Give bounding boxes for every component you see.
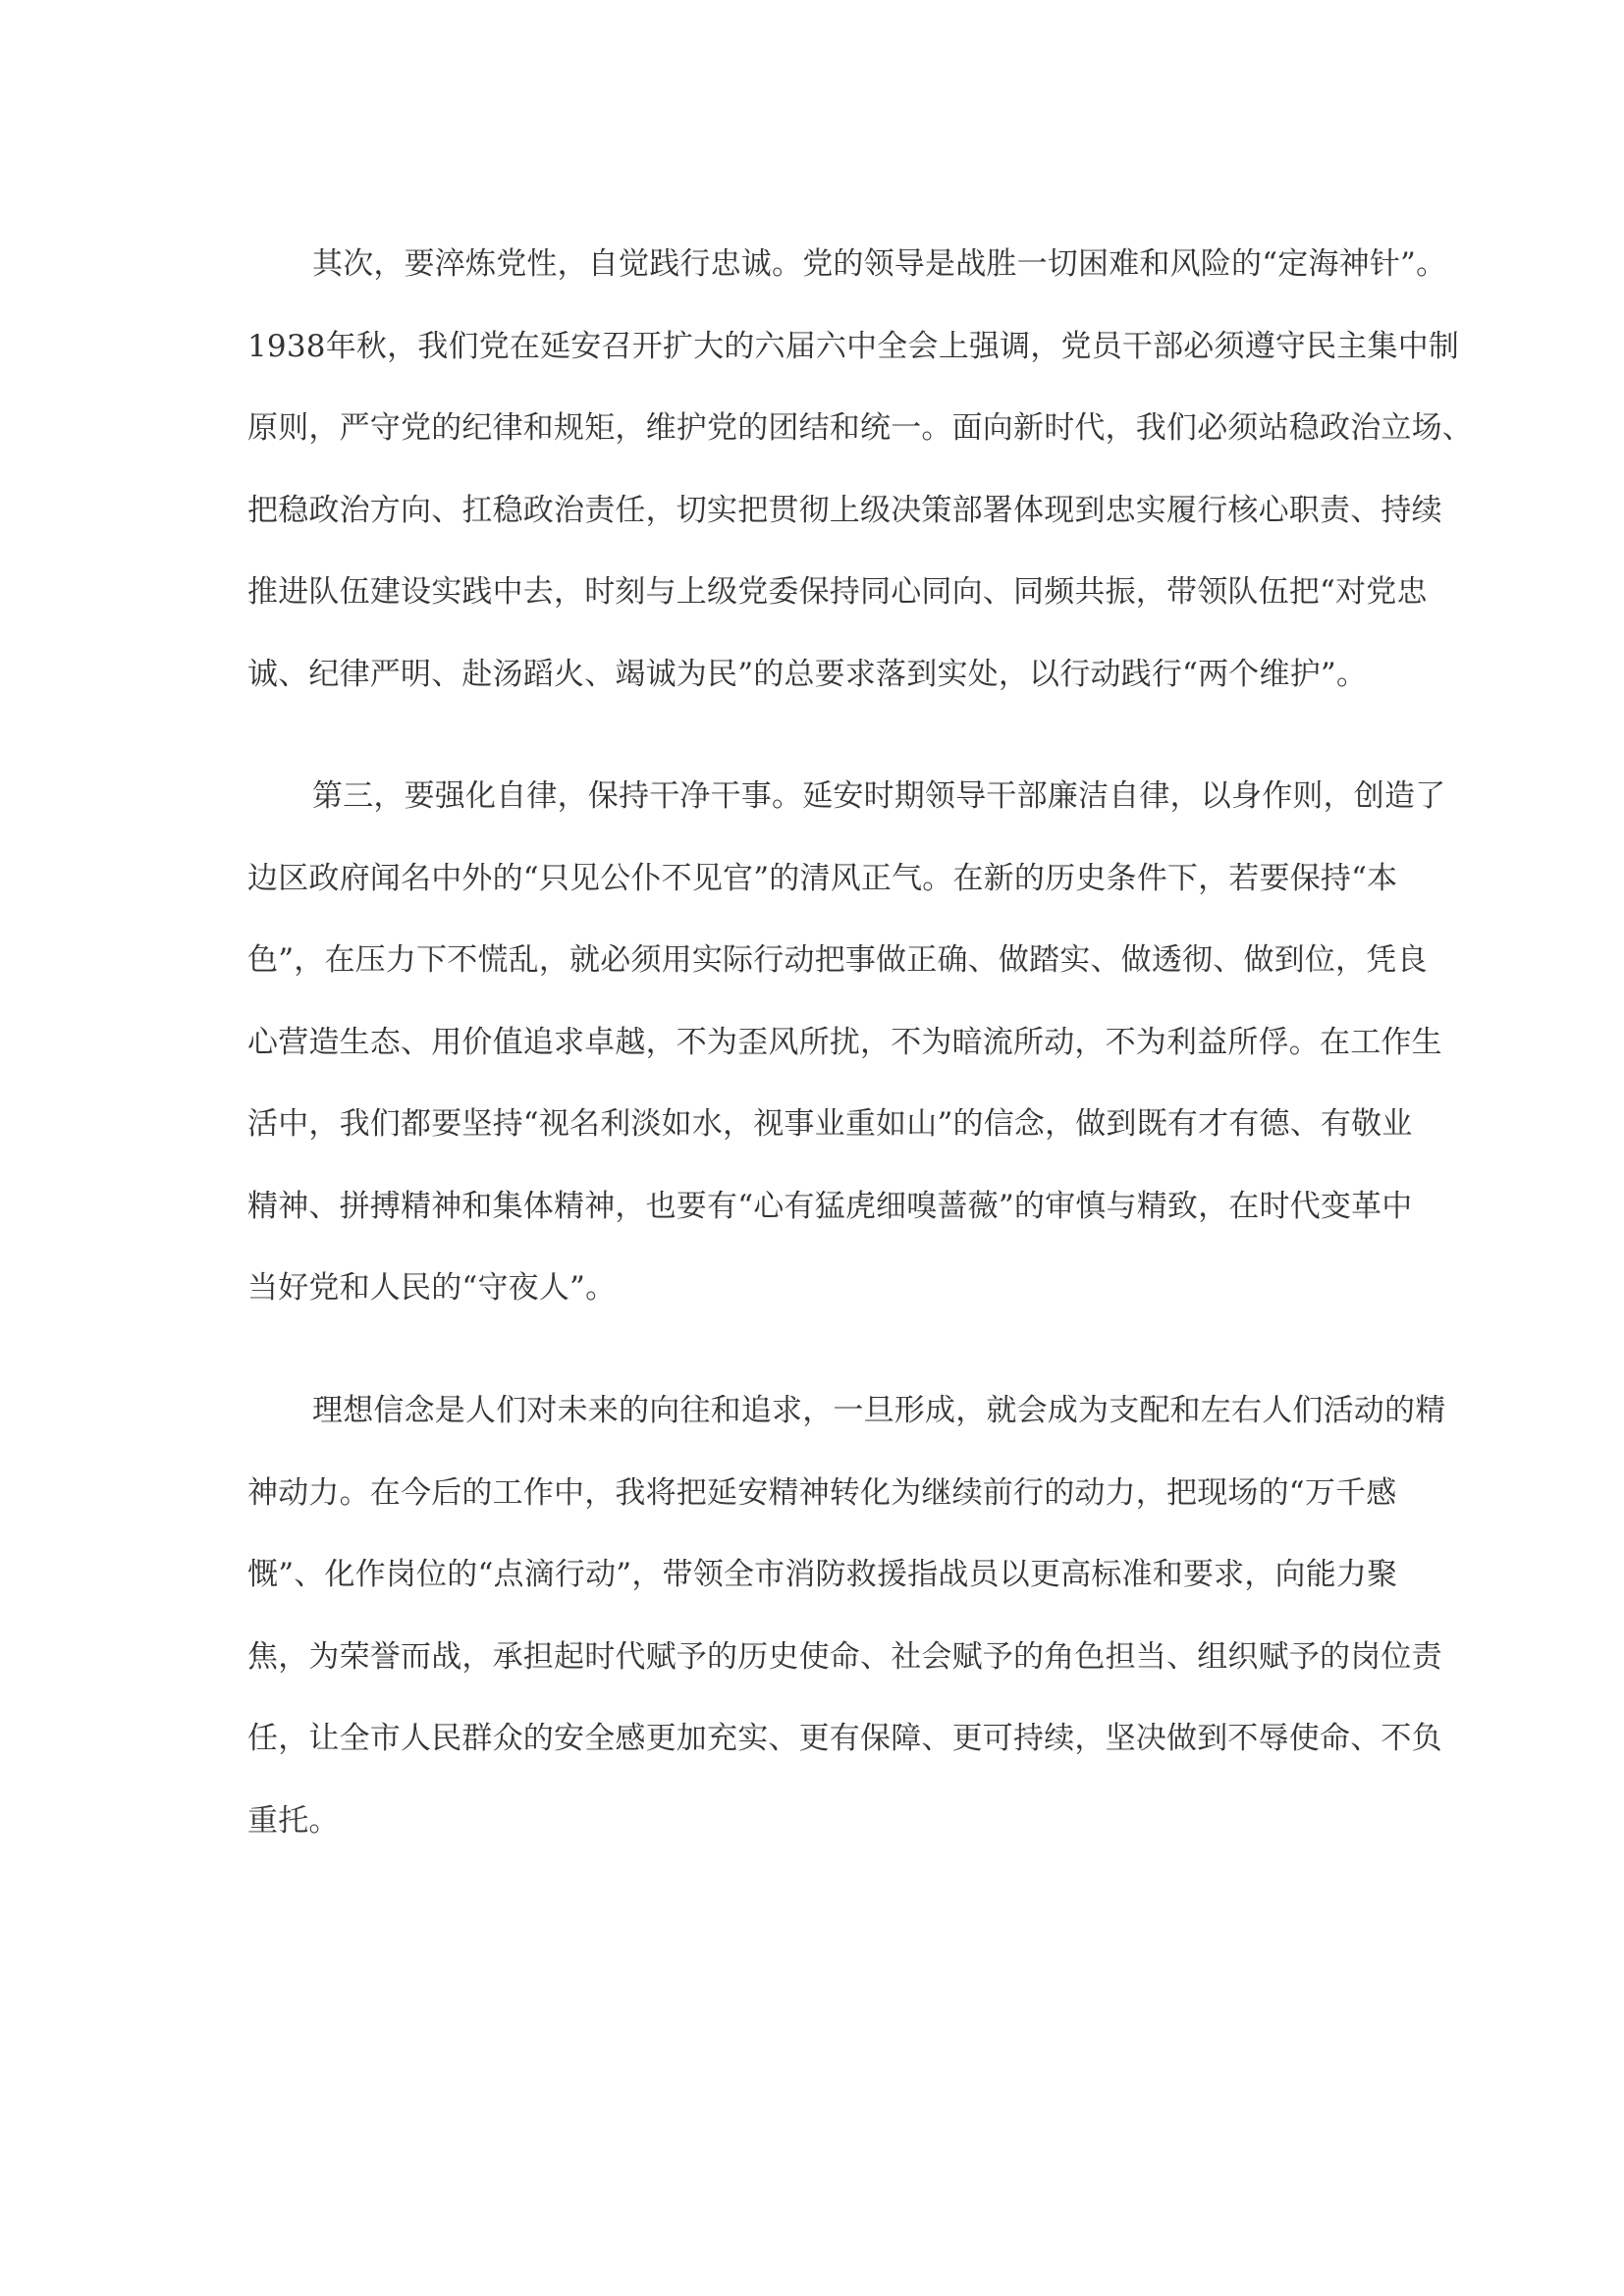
paragraph-line: 原则，严守党的纪律和规矩，维护党的团结和统一。面向新时代，我们必须站稳政治立场、 bbox=[247, 410, 1473, 446]
paragraph-line: 把稳政治方向、扛稳政治责任，切实把贯彻上级决策部署体现到忠实履行核心职责、持续 bbox=[247, 492, 1442, 528]
paragraph-line: 重托。 bbox=[247, 1802, 340, 1839]
paragraph-line: 焦，为荣誉而战，承担起时代赋予的历史使命、社会赋予的角色担当、组织赋予的岗位责 bbox=[247, 1638, 1442, 1675]
paragraph-line: 边区政府闻名中外的“只见公仆不见官”的清风正气。在新的历史条件下，若要保持“本 bbox=[247, 860, 1398, 896]
paragraph-loyalty bbox=[247, 224, 1473, 716]
paragraph-line: 推进队伍建设实践中去，时刻与上级党委保持同心同向、同频共振，带领队伍把“对党忠 bbox=[247, 574, 1428, 610]
paragraph-line: 任，让全市人民群众的安全感更加充实、更有保障、更可持续，坚决做到不辱使命、不负 bbox=[247, 1721, 1442, 1756]
paragraph-line: 色”，在压力下不慌乱，就必须用实际行动把事做正确、做踏实、做透彻、做到位，凭良 bbox=[247, 942, 1428, 978]
paragraph-line: 第三，要强化自律，保持干净干事。延安时期领导干部廉洁自律，以身作则，创造了 bbox=[312, 778, 1446, 814]
paragraph-line: 活中，我们都要坚持“视名利淡如水，视事业重如山”的信念，做到既有才有德、有敬业 bbox=[247, 1106, 1413, 1142]
paragraph-self-discipline bbox=[247, 756, 1446, 1330]
paragraph-line: 诚、纪律严明、赴汤蹈火、竭诚为民”的总要求落到实处，以行动践行“两个维护”。 bbox=[247, 656, 1368, 692]
paragraph-line: 理想信念是人们对未来的向往和追求，一旦形成，就会成为支配和左右人们活动的精 bbox=[312, 1393, 1446, 1428]
paragraph-ideals bbox=[247, 1370, 1446, 1862]
paragraph-line: 1938年秋，我们党在延安召开扩大的六届六中全会上强调，党员干部必须遵守民主集中制 bbox=[247, 328, 1460, 364]
paragraph-line: 其次，要淬炼党性，自觉践行忠诚。党的领导是战胜一切困难和风险的“定海神针”。 bbox=[312, 246, 1447, 282]
paragraph-line: 当好党和人民的“守夜人”。 bbox=[247, 1270, 617, 1306]
paragraph-line: 精神、拼搏精神和集体精神，也要有“心有猛虎细嗅蔷薇”的审慎与精致，在时代变革中 bbox=[247, 1188, 1413, 1224]
paragraph-line: 神动力。在今后的工作中，我将把延安精神转化为继续前行的动力，把现场的“万千感 bbox=[247, 1474, 1397, 1511]
paragraph-line: 慨”、化作岗位的“点滴行动”，带领全市消防救援指战员以更高标准和要求，向能力聚 bbox=[247, 1557, 1398, 1592]
paragraph-line: 心营造生态、用价值追求卓越，不为歪风所扰，不为暗流所动，不为利益所俘。在工作生 bbox=[247, 1024, 1442, 1060]
